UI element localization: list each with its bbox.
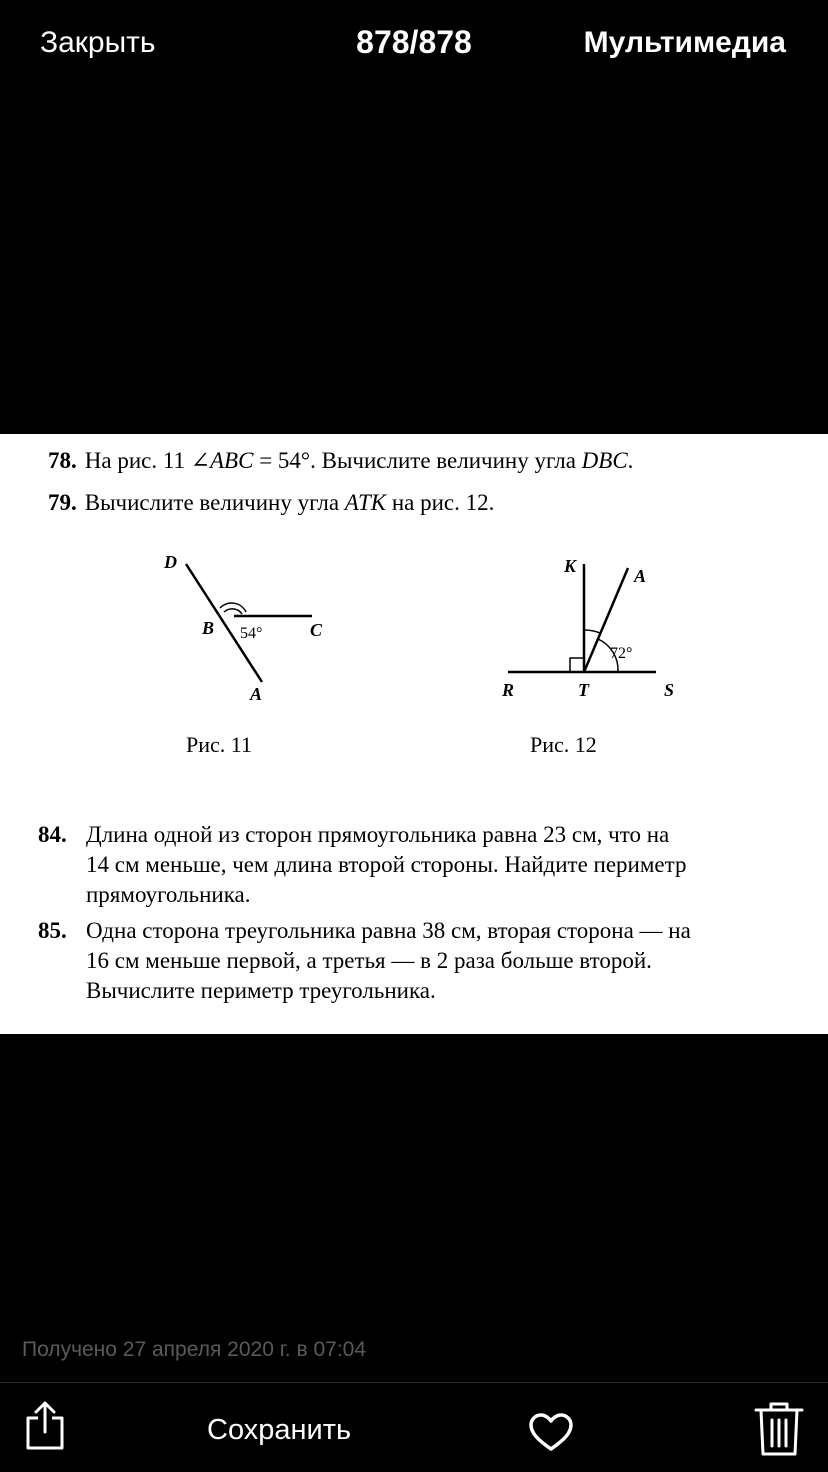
problem-84-line1: Длина одной из сторон прямоугольника равна 23 см, что на (86, 822, 670, 847)
problem-78-angle2: DBC (581, 448, 628, 473)
fig11-label-a: A (250, 684, 263, 704)
heart-icon[interactable] (528, 1412, 574, 1452)
top-toolbar (0, 0, 828, 90)
fig12-label-k: K (564, 556, 577, 576)
fig11-label-c: C (310, 620, 323, 640)
fig11-caption: Рис. 11 (186, 732, 252, 757)
fig11-line-da (186, 564, 262, 682)
bottom-divider (0, 1382, 828, 1383)
close-button[interactable]: Закрыть (40, 26, 156, 59)
problem-78-text-c: . (627, 448, 634, 473)
fig12-arc-kta (584, 630, 600, 633)
problem-84 (38, 820, 793, 910)
problem-85-line2: 16 см меньше первой, а третья — в 2 раза больше второй. (86, 948, 652, 973)
problem-79-angle: ATK (344, 490, 387, 515)
problem-84-line2: 14 см меньше, чем длина второй стороны. Найдите периметр (86, 852, 687, 877)
fig12-caption: Рис. 12 (530, 732, 597, 757)
problem-84-line3: прямоугольника. (86, 882, 251, 907)
problem-78-angle: ∠ABC (190, 448, 254, 473)
fig12-angle-label: 72° (610, 645, 633, 662)
media-button[interactable]: Мультимедиа (583, 26, 786, 59)
problem-78-text-a: На рис. 11 (84, 448, 191, 473)
photo-image[interactable] (0, 434, 828, 1034)
fig11-arc-outer (220, 603, 246, 612)
photo-counter-text: 878/878 (356, 24, 472, 60)
fig12-label-t: T (578, 680, 589, 700)
fig12-label-r: R (502, 680, 515, 700)
fig11-label-b: B (202, 618, 215, 638)
fig11-angle-label: 54° (240, 625, 263, 642)
share-icon[interactable] (24, 1400, 66, 1452)
problem-79-text-a: Вычислите величину угла (84, 490, 345, 515)
problem-78-number: 78. (48, 448, 77, 473)
figure-11 (163, 552, 323, 704)
fig12-label-a: A (634, 566, 647, 586)
problem-85 (38, 916, 793, 1006)
problem-85-line3: Вычислите периметр треугольника. (86, 978, 436, 1003)
problem-78-text-b: = 54°. Вычислите величину угла (253, 448, 582, 473)
fig12-label-s: S (664, 680, 675, 700)
fig11-label-d: D (164, 552, 177, 572)
problem-84-number: 84. (38, 822, 67, 847)
problem-79-text-b: на рис. 12. (386, 490, 495, 515)
fig11-arc-inner (224, 609, 242, 614)
figure-12 (501, 556, 674, 700)
save-button[interactable]: Сохранить (207, 1414, 352, 1446)
problem-79-number: 79. (48, 490, 77, 515)
trash-icon[interactable] (752, 1400, 806, 1458)
problem-85-line1: Одна сторона треугольника равна 38 см, вторая сторона — на (86, 918, 691, 943)
fig12-right-angle-mark (570, 658, 584, 672)
received-timestamp: Получено 27 апреля 2020 г. в 07:04 (22, 1338, 367, 1361)
problem-85-number: 85. (38, 918, 67, 943)
